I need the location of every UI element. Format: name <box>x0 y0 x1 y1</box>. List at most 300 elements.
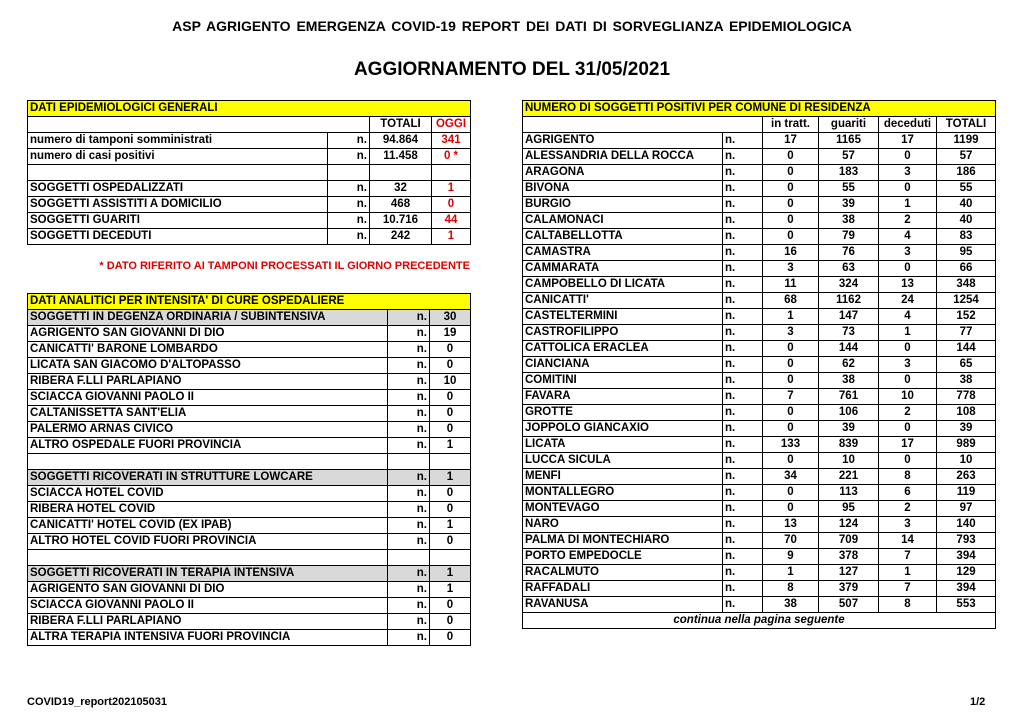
row-value: 1 <box>430 438 471 454</box>
comuni-title: NUMERO DI SOGGETTI POSITIVI PER COMUNE DI RESIDENZA <box>523 101 996 117</box>
comune-name: BURGIO <box>523 197 723 213</box>
row-value <box>430 454 471 470</box>
row-value <box>430 550 471 566</box>
comune-deceduti: 3 <box>879 165 937 181</box>
comune-row <box>523 133 996 149</box>
row-unit: n. <box>723 373 763 389</box>
comune-guariti: 38 <box>819 373 879 389</box>
comune-row <box>523 149 996 165</box>
row-value: 0 <box>430 486 471 502</box>
comune-name: AGRIGENTO <box>523 133 723 149</box>
comune-deceduti: 0 <box>879 149 937 165</box>
row-unit: n. <box>388 406 430 422</box>
row-label: CANICATTI' HOTEL COVID (EX IPAB) <box>28 518 388 534</box>
row-unit: n. <box>388 614 430 630</box>
comune-in-tratt: 0 <box>763 405 819 421</box>
row-label: CANICATTI' BARONE LOMBARDO <box>28 342 388 358</box>
table-row <box>28 518 471 534</box>
row-value: 0 <box>430 614 471 630</box>
report-title: ASP AGRIGENTO EMERGENZA COVID-19 REPORT DEI DATI DI SORVEGLIANZA EPIDEMIOLOGICA <box>172 18 852 34</box>
col-totali-header: TOTALI <box>370 117 432 133</box>
row-value: 0 <box>430 358 471 374</box>
comune-row <box>523 469 996 485</box>
comune-row <box>523 565 996 581</box>
row-label: LICATA SAN GIACOMO D'ALTOPASSO <box>28 358 388 374</box>
row-value: 0 <box>430 534 471 550</box>
comune-deceduti: 8 <box>879 597 937 613</box>
row-value: 1 <box>430 566 471 582</box>
comune-in-tratt: 0 <box>763 181 819 197</box>
comune-row <box>523 533 996 549</box>
comune-row <box>523 581 996 597</box>
table-row <box>28 390 471 406</box>
comune-totali: 394 <box>937 581 996 597</box>
group-row <box>28 310 471 326</box>
table-row <box>28 342 471 358</box>
row-unit: n. <box>388 422 430 438</box>
comune-deceduti: 0 <box>879 261 937 277</box>
row-label <box>28 550 388 566</box>
row-label: AGRIGENTO SAN GIOVANNI DI DIO <box>28 582 388 598</box>
comune-row <box>523 341 996 357</box>
row-unit: n. <box>388 630 430 646</box>
comune-name: RACALMUTO <box>523 565 723 581</box>
comune-guariti: 507 <box>819 597 879 613</box>
comune-name: CANICATTI' <box>523 293 723 309</box>
comune-name: CASTROFILIPPO <box>523 325 723 341</box>
table-row <box>28 406 471 422</box>
comune-totali: 66 <box>937 261 996 277</box>
row-unit: n. <box>388 582 430 598</box>
row-oggi: 1 <box>432 229 471 245</box>
comune-guariti: 79 <box>819 229 879 245</box>
row-unit: n. <box>723 437 763 453</box>
comune-guariti: 10 <box>819 453 879 469</box>
comune-guariti: 761 <box>819 389 879 405</box>
row-unit: n. <box>388 358 430 374</box>
comune-totali: 40 <box>937 197 996 213</box>
comune-name: JOPPOLO GIANCAXIO <box>523 421 723 437</box>
row-label: SCIACCA HOTEL COVID <box>28 486 388 502</box>
comune-in-tratt: 0 <box>763 165 819 181</box>
row-value: 10 <box>430 374 471 390</box>
row-unit: n. <box>723 181 763 197</box>
table-row <box>28 197 471 213</box>
table-row <box>28 213 471 229</box>
comune-row <box>523 357 996 373</box>
comune-guariti: 839 <box>819 437 879 453</box>
table-row <box>28 438 471 454</box>
comune-row <box>523 309 996 325</box>
comune-guariti: 106 <box>819 405 879 421</box>
comune-name: MONTALLEGRO <box>523 485 723 501</box>
comune-name: BIVONA <box>523 181 723 197</box>
row-unit: n. <box>328 229 370 245</box>
row-label: SOGGETTI RICOVERATI IN TERAPIA INTENSIVA <box>28 566 388 582</box>
row-value: 0 <box>430 406 471 422</box>
row-value: 1 <box>430 470 471 486</box>
row-unit: n. <box>723 229 763 245</box>
tamponi-note: * DATO RIFERITO AI TAMPONI PROCESSATI IL GIORNO PRECEDENTE <box>99 260 470 272</box>
row-label: ALTRA TERAPIA INTENSIVA FUORI PROVINCIA <box>28 630 388 646</box>
comune-name: COMITINI <box>523 373 723 389</box>
comune-row <box>523 597 996 613</box>
row-unit: n. <box>723 197 763 213</box>
col-totali-header: TOTALI <box>937 117 996 133</box>
comune-guariti: 124 <box>819 517 879 533</box>
row-unit: n. <box>723 325 763 341</box>
comune-row <box>523 501 996 517</box>
comune-in-tratt: 0 <box>763 501 819 517</box>
comune-name: RAVANUSA <box>523 597 723 613</box>
row-label: RIBERA F.LLI PARLAPIANO <box>28 374 388 390</box>
row-label: SOGGETTI RICOVERATI IN STRUTTURE LOWCARE <box>28 470 388 486</box>
comune-deceduti: 7 <box>879 549 937 565</box>
row-unit: n. <box>723 293 763 309</box>
comune-guariti: 62 <box>819 357 879 373</box>
row-unit: n. <box>723 565 763 581</box>
comune-deceduti: 7 <box>879 581 937 597</box>
row-unit: n. <box>723 149 763 165</box>
row-oggi <box>432 165 471 181</box>
comune-guariti: 38 <box>819 213 879 229</box>
row-value: 0 <box>430 422 471 438</box>
comune-in-tratt: 0 <box>763 373 819 389</box>
row-unit: n. <box>723 421 763 437</box>
row-label <box>28 454 388 470</box>
comune-deceduti: 13 <box>879 277 937 293</box>
comune-in-tratt: 68 <box>763 293 819 309</box>
comune-in-tratt: 3 <box>763 261 819 277</box>
row-oggi: 341 <box>432 133 471 149</box>
row-unit: n. <box>723 453 763 469</box>
row-totali: 242 <box>370 229 432 245</box>
row-label: numero di tamponi somministrati <box>28 133 328 149</box>
comune-totali: 97 <box>937 501 996 517</box>
comune-in-tratt: 34 <box>763 469 819 485</box>
row-label: SOGGETTI GUARITI <box>28 213 328 229</box>
comune-deceduti: 0 <box>879 341 937 357</box>
row-unit: n. <box>723 581 763 597</box>
table-row <box>28 149 471 165</box>
table-row <box>28 181 471 197</box>
continua-note: continua nella pagina seguente <box>523 613 996 629</box>
comune-guariti: 39 <box>819 197 879 213</box>
row-oggi: 44 <box>432 213 471 229</box>
comune-row <box>523 325 996 341</box>
row-unit: n. <box>723 597 763 613</box>
row-unit: n. <box>723 213 763 229</box>
row-totali: 94.864 <box>370 133 432 149</box>
comune-deceduti: 8 <box>879 469 937 485</box>
row-unit: n. <box>723 533 763 549</box>
comune-in-tratt: 38 <box>763 597 819 613</box>
comune-row <box>523 293 996 309</box>
row-label: CALTANISSETTA SANT'ELIA <box>28 406 388 422</box>
row-label: SOGGETTI DECEDUTI <box>28 229 328 245</box>
comune-deceduti: 1 <box>879 197 937 213</box>
table-row <box>28 502 471 518</box>
row-value: 0 <box>430 630 471 646</box>
row-value: 0 <box>430 502 471 518</box>
comune-totali: 140 <box>937 517 996 533</box>
comune-guariti: 113 <box>819 485 879 501</box>
hospital-care-table <box>27 293 471 646</box>
row-unit: n. <box>723 277 763 293</box>
comune-guariti: 183 <box>819 165 879 181</box>
table-row <box>28 454 471 470</box>
comune-guariti: 1162 <box>819 293 879 309</box>
comune-row <box>523 181 996 197</box>
comune-name: CASTELTERMINI <box>523 309 723 325</box>
comune-name: CALTABELLOTTA <box>523 229 723 245</box>
comune-in-tratt: 13 <box>763 517 819 533</box>
comune-guariti: 144 <box>819 341 879 357</box>
comune-totali: 553 <box>937 597 996 613</box>
comune-in-tratt: 0 <box>763 149 819 165</box>
comune-deceduti: 4 <box>879 309 937 325</box>
comune-guariti: 378 <box>819 549 879 565</box>
comune-guariti: 39 <box>819 421 879 437</box>
comune-guariti: 63 <box>819 261 879 277</box>
comune-in-tratt: 1 <box>763 309 819 325</box>
comune-totali: 778 <box>937 389 996 405</box>
comune-totali: 989 <box>937 437 996 453</box>
comune-row <box>523 421 996 437</box>
comune-totali: 65 <box>937 357 996 373</box>
table-row <box>28 486 471 502</box>
comune-name: LICATA <box>523 437 723 453</box>
row-value: 0 <box>430 598 471 614</box>
row-unit: n. <box>328 213 370 229</box>
row-unit: n. <box>388 518 430 534</box>
row-unit: n. <box>328 133 370 149</box>
row-unit <box>388 550 430 566</box>
row-unit: n. <box>328 197 370 213</box>
comune-totali: 144 <box>937 341 996 357</box>
comune-totali: 1254 <box>937 293 996 309</box>
row-unit: n. <box>723 133 763 149</box>
comune-deceduti: 4 <box>879 229 937 245</box>
general-data-table <box>27 100 471 245</box>
table-row <box>28 614 471 630</box>
general-data-title: DATI EPIDEMIOLOGICI GENERALI <box>28 101 471 117</box>
comune-guariti: 76 <box>819 245 879 261</box>
table-row <box>28 598 471 614</box>
comune-guariti: 221 <box>819 469 879 485</box>
comune-in-tratt: 0 <box>763 421 819 437</box>
row-unit: n. <box>328 181 370 197</box>
comune-name: MONTEVAGO <box>523 501 723 517</box>
comune-name: MENFI <box>523 469 723 485</box>
row-value: 0 <box>430 390 471 406</box>
comune-guariti: 55 <box>819 181 879 197</box>
comune-row <box>523 453 996 469</box>
row-label: SCIACCA GIOVANNI PAOLO II <box>28 598 388 614</box>
row-unit: n. <box>328 149 370 165</box>
row-unit: n. <box>388 486 430 502</box>
comune-name: CIANCIANA <box>523 357 723 373</box>
row-unit: n. <box>388 390 430 406</box>
row-unit: n. <box>388 534 430 550</box>
row-unit: n. <box>723 549 763 565</box>
table-row <box>28 229 471 245</box>
col-oggi-header: OGGI <box>432 117 471 133</box>
comune-in-tratt: 70 <box>763 533 819 549</box>
comune-totali: 95 <box>937 245 996 261</box>
comune-name: PORTO EMPEDOCLE <box>523 549 723 565</box>
comune-row <box>523 245 996 261</box>
row-value: 30 <box>430 310 471 326</box>
table-row <box>28 582 471 598</box>
row-totali: 32 <box>370 181 432 197</box>
comune-in-tratt: 0 <box>763 485 819 501</box>
comune-totali: 348 <box>937 277 996 293</box>
row-unit: n. <box>723 389 763 405</box>
comune-deceduti: 0 <box>879 421 937 437</box>
comune-guariti: 379 <box>819 581 879 597</box>
col-deceduti-header: deceduti <box>879 117 937 133</box>
comune-in-tratt: 0 <box>763 453 819 469</box>
comune-totali: 793 <box>937 533 996 549</box>
comune-row <box>523 485 996 501</box>
comune-in-tratt: 1 <box>763 565 819 581</box>
row-value: 0 <box>430 342 471 358</box>
comune-name: GROTTE <box>523 405 723 421</box>
comuni-table <box>522 100 996 629</box>
comune-deceduti: 14 <box>879 533 937 549</box>
row-value: 19 <box>430 326 471 342</box>
comune-name: PALMA DI MONTECHIARO <box>523 533 723 549</box>
row-unit <box>388 454 430 470</box>
comune-deceduti: 3 <box>879 245 937 261</box>
row-unit: n. <box>388 342 430 358</box>
comune-row <box>523 229 996 245</box>
row-label: RIBERA HOTEL COVID <box>28 502 388 518</box>
comune-totali: 186 <box>937 165 996 181</box>
comune-totali: 38 <box>937 373 996 389</box>
row-label: ALTRO OSPEDALE FUORI PROVINCIA <box>28 438 388 454</box>
col-in-tratt-header: in tratt. <box>763 117 819 133</box>
comune-row <box>523 197 996 213</box>
row-totali: 468 <box>370 197 432 213</box>
row-totali: 11.458 <box>370 149 432 165</box>
table-row <box>28 374 471 390</box>
row-label: SOGGETTI ASSISTITI A DOMICILIO <box>28 197 328 213</box>
comune-totali: 394 <box>937 549 996 565</box>
row-unit: n. <box>388 326 430 342</box>
row-unit: n. <box>723 485 763 501</box>
comune-in-tratt: 11 <box>763 277 819 293</box>
comune-guariti: 57 <box>819 149 879 165</box>
comune-row <box>523 405 996 421</box>
table-row <box>28 165 471 181</box>
row-unit: n. <box>388 310 430 326</box>
hospital-care-title: DATI ANALITICI PER INTENSITA' DI CURE OSPEDALIERE <box>28 294 471 310</box>
row-unit: n. <box>388 566 430 582</box>
comune-guariti: 324 <box>819 277 879 293</box>
comune-deceduti: 6 <box>879 485 937 501</box>
row-unit: n. <box>723 261 763 277</box>
comune-row <box>523 277 996 293</box>
comune-totali: 1199 <box>937 133 996 149</box>
comune-name: ALESSANDRIA DELLA ROCCA <box>523 149 723 165</box>
comune-totali: 10 <box>937 453 996 469</box>
row-oggi: 1 <box>432 181 471 197</box>
comune-totali: 57 <box>937 149 996 165</box>
comune-name: RAFFADALI <box>523 581 723 597</box>
comune-totali: 55 <box>937 181 996 197</box>
comune-deceduti: 2 <box>879 405 937 421</box>
comune-row <box>523 437 996 453</box>
table-row <box>28 534 471 550</box>
comune-guariti: 73 <box>819 325 879 341</box>
table-row <box>28 358 471 374</box>
comune-in-tratt: 3 <box>763 325 819 341</box>
comune-deceduti: 17 <box>879 437 937 453</box>
row-unit: n. <box>388 438 430 454</box>
row-oggi: 0 <box>432 197 471 213</box>
comune-guariti: 127 <box>819 565 879 581</box>
comune-in-tratt: 133 <box>763 437 819 453</box>
row-unit: n. <box>723 501 763 517</box>
table-row <box>28 630 471 646</box>
row-unit: n. <box>388 502 430 518</box>
comune-deceduti: 1 <box>879 565 937 581</box>
row-value: 1 <box>430 582 471 598</box>
row-unit: n. <box>723 517 763 533</box>
comune-guariti: 1165 <box>819 133 879 149</box>
comune-deceduti: 0 <box>879 453 937 469</box>
row-unit: n. <box>388 598 430 614</box>
row-unit: n. <box>723 469 763 485</box>
comune-in-tratt: 8 <box>763 581 819 597</box>
comune-row <box>523 373 996 389</box>
table-row <box>28 326 471 342</box>
row-unit: n. <box>723 245 763 261</box>
comune-in-tratt: 0 <box>763 213 819 229</box>
row-label: ALTRO HOTEL COVID FUORI PROVINCIA <box>28 534 388 550</box>
comune-in-tratt: 17 <box>763 133 819 149</box>
comune-deceduti: 10 <box>879 389 937 405</box>
row-totali: 10.716 <box>370 213 432 229</box>
row-unit <box>328 165 370 181</box>
comune-deceduti: 1 <box>879 325 937 341</box>
row-label: SOGGETTI OSPEDALIZZATI <box>28 181 328 197</box>
report-code: COVID19_report202105031 <box>27 696 168 708</box>
row-unit: n. <box>388 470 430 486</box>
row-label <box>28 165 328 181</box>
row-value: 1 <box>430 518 471 534</box>
page-number: 1/2 <box>970 696 986 708</box>
comune-totali: 40 <box>937 213 996 229</box>
comune-deceduti: 0 <box>879 373 937 389</box>
row-unit: n. <box>723 341 763 357</box>
comune-row <box>523 261 996 277</box>
comune-in-tratt: 16 <box>763 245 819 261</box>
comune-totali: 152 <box>937 309 996 325</box>
row-label: AGRIGENTO SAN GIOVANNI DI DIO <box>28 326 388 342</box>
comune-deceduti: 3 <box>879 517 937 533</box>
comune-totali: 108 <box>937 405 996 421</box>
comune-in-tratt: 0 <box>763 197 819 213</box>
row-unit: n. <box>388 374 430 390</box>
comune-guariti: 709 <box>819 533 879 549</box>
comune-in-tratt: 9 <box>763 549 819 565</box>
comune-row <box>523 389 996 405</box>
row-label: numero di casi positivi <box>28 149 328 165</box>
group-row <box>28 470 471 486</box>
